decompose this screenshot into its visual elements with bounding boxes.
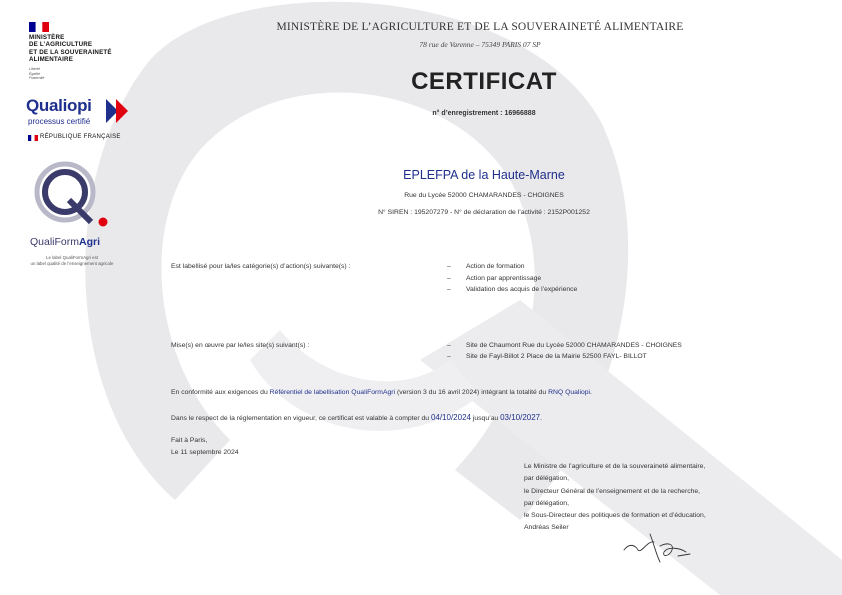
handwritten-signature	[620, 532, 695, 566]
organization-name: EPLEFPA de la Haute-Marne	[403, 168, 565, 182]
validity-end-date: 03/10/2027	[500, 413, 541, 422]
rnq-link: RNQ Qualiopi	[548, 389, 591, 396]
organization-address: Rue du Lycée 52000 CHAMARANDES - CHOIGNES	[404, 192, 564, 199]
categories-intro: Est labellisé pour la/les catégorie(s) d’action(s) suivante(s) :	[171, 263, 351, 270]
ministry-logo-text: MINISTÈRE DE L’AGRICULTURE ET DE LA SOUVERAINETÉ ALIMENTAIRE	[29, 34, 112, 64]
signature-block: Le Ministre de l’agriculture et de la souveraineté alimentaire, par délégation, le Directeur Général de l’enseignement et de la recherche, par délégation, le Sous-Directeur des politiques de formation et d’éducation, Andréas Seiler	[524, 463, 706, 532]
registration-number: n° d’enregistrement : 16966888	[432, 110, 536, 117]
qualiformagri-wordmark: QualiFormAgri	[30, 236, 101, 248]
ministry-title: MINISTÈRE DE L’AGRICULTURE ET DE LA SOUVERAINETÉ ALIMENTAIRE	[276, 21, 684, 33]
done-at-date: Le 11 septembre 2024	[171, 449, 239, 456]
qualiopi-subtitle: processus certifié	[28, 117, 91, 126]
rf-flag-icon	[28, 135, 38, 141]
validity-statement: Dans le respect de la réglementation en vigueur, ce certificat est valable à compter du 04/10/2024 jusqu’au 03/10/2027.	[171, 413, 543, 422]
qualiopi-arrows-icon	[106, 99, 132, 123]
done-at-place: Fait à Paris,	[171, 437, 208, 444]
category-item: Validation des acquis de l’expérience	[466, 286, 578, 293]
referential-link: Référentiel de labellisation QualiFormAgri	[269, 389, 396, 396]
site-item: Site de Fayl-Billot 2 Place de la Mairie 52500 FAYL- BILLOT	[466, 353, 647, 360]
organization-siren: N° SIREN : 195207279 - N° de déclaration de l’activité : 2152P001252	[378, 209, 590, 216]
qualiformagri-tagline: Le label QualiFormAgri est un label qualité de l’enseignement agricole	[30, 255, 114, 266]
ministry-address: 78 rue de Varenne – 75349 PARIS 07 SP	[419, 40, 541, 49]
list-bullet: –	[447, 353, 451, 360]
republique-francaise-label: RÉPUBLIQUE FRANÇAISE	[40, 134, 121, 140]
conformity-statement: En conformité aux exigences du Référentiel de labellisation QualiFormAgri (version 3 du 16 avril 2024) intégrant la totalité du RNQ Qualiopi.	[171, 389, 592, 396]
site-item: Site de Chaumont Rue du Lycée 52000 CHAMARANDES - CHOIGNES	[466, 342, 682, 349]
certificate-title: CERTIFICAT	[411, 68, 557, 95]
qualiopi-logo-word: Qualiopi	[26, 96, 92, 115]
marianne-flag-icon	[29, 22, 49, 32]
category-item: Action par apprentissage	[466, 275, 542, 282]
qualiformagri-q-icon	[33, 160, 113, 232]
list-bullet: –	[447, 342, 451, 349]
list-bullet: –	[447, 275, 451, 282]
list-bullet: –	[447, 286, 451, 293]
validity-start-date: 04/10/2024	[430, 413, 471, 422]
republic-motto: Liberté Égalité Fraternité	[29, 67, 45, 81]
list-bullet: –	[447, 263, 451, 270]
category-item: Action de formation	[466, 263, 525, 270]
sites-intro: Mise(s) en œuvre par le/les site(s) suivant(s) :	[171, 342, 310, 349]
